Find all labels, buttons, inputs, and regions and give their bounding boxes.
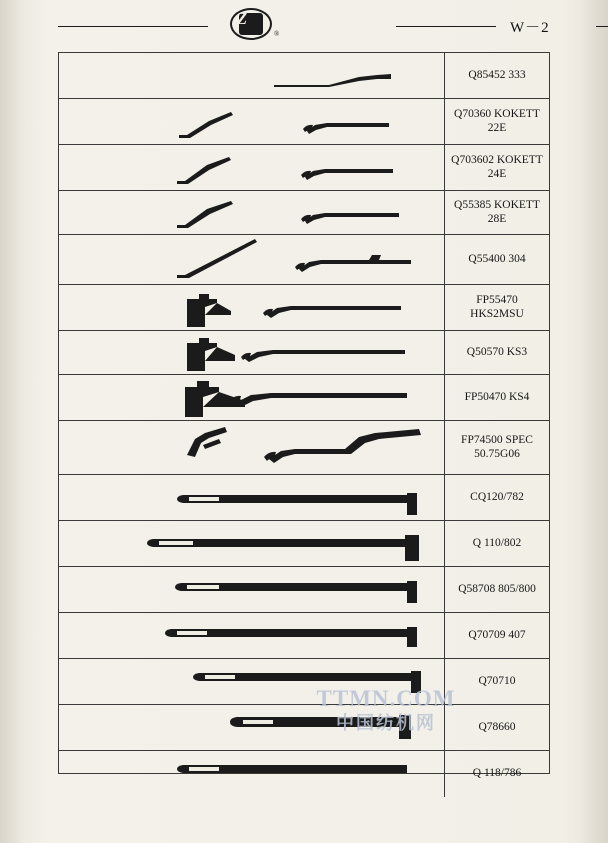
needle-illustration: [59, 421, 444, 474]
needle-illustration: [59, 285, 444, 330]
needle-illustration: [59, 331, 444, 374]
needle-code: FP74500 SPEC 50.75G06: [461, 434, 533, 460]
page-edge-shadow-right: [582, 0, 608, 843]
needle-illustration: [59, 475, 444, 520]
needle-code: Q55385 KOKETT 28E: [454, 199, 540, 225]
table-row: [59, 145, 549, 191]
needle-illustration: [59, 751, 444, 797]
needle-catalog-table: [58, 52, 550, 780]
needle-code: Q70710: [478, 674, 516, 687]
needle-code: Q50570 KS3: [466, 345, 528, 358]
table-row: [59, 191, 549, 235]
needle-illustration: [59, 521, 444, 566]
header-rule-far-right: [596, 26, 608, 27]
needle-illustration: [59, 99, 444, 144]
table-row: [59, 751, 549, 797]
needle-illustration: [59, 375, 444, 420]
needle-code: Q70360 KOKETT 22E: [454, 108, 540, 134]
needle-code: Q 110/802: [472, 536, 522, 549]
header-rule-right: [396, 26, 496, 27]
needle-code: CQ120/782: [470, 490, 524, 503]
table-row: [59, 475, 549, 521]
table-row: [59, 705, 549, 751]
table-row: [59, 521, 549, 567]
page-header: [58, 4, 550, 46]
watermark-chinese-text: 中国纺机网: [336, 713, 436, 734]
header-rule-left: [58, 26, 208, 27]
page-code: W－2: [510, 20, 550, 36]
needle-illustration: [59, 145, 444, 190]
needle-code: Q58708 805/800: [458, 582, 536, 595]
needle-illustration: [59, 567, 444, 612]
needle-illustration: [59, 235, 444, 284]
needle-code: Q 118/786: [472, 767, 522, 780]
needle-illustration: [59, 659, 444, 704]
needle-illustration: [59, 613, 444, 658]
table-row: [59, 331, 549, 375]
table-row: [59, 53, 549, 99]
table-row: [59, 285, 549, 331]
registered-trademark-icon: ®: [274, 30, 280, 38]
table-row: [59, 567, 549, 613]
needle-code: FP55470 HKS2MSU: [470, 294, 524, 320]
needle-code: Q55400 304: [468, 252, 526, 265]
table-row: [59, 235, 549, 285]
table-row: [59, 375, 549, 421]
table-row: [59, 659, 549, 705]
needle-illustration: [59, 705, 444, 750]
needle-code: Q85452 333: [468, 68, 526, 81]
brand-logo: [230, 8, 280, 42]
needle-code: Q70709 407: [468, 628, 526, 641]
needle-illustration: [59, 191, 444, 234]
needle-code: Q703602 KOKETT 24E: [451, 154, 543, 180]
needle-code: FP50470 KS4: [464, 390, 530, 403]
page-edge-shadow-left: [0, 0, 22, 843]
needle-illustration: [59, 53, 444, 98]
needle-code: Q78660: [478, 720, 516, 733]
table-row: [59, 99, 549, 145]
watermark-domain: TTMN.COM: [316, 686, 456, 711]
logo-letter: Z: [236, 9, 248, 28]
table-row: [59, 613, 549, 659]
table-row: [59, 421, 549, 475]
